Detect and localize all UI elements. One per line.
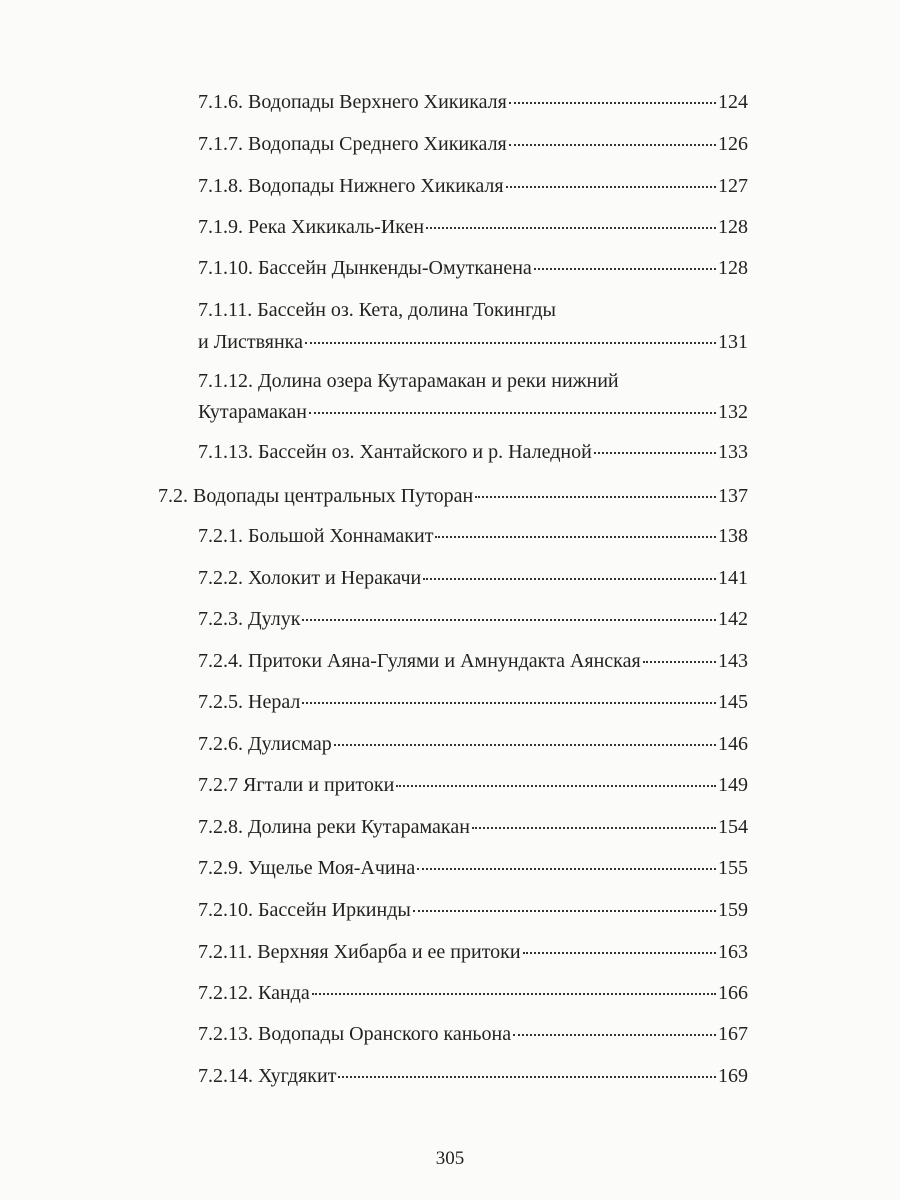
toc-entry-title: 7.2.6. Дулисмар bbox=[198, 733, 332, 755]
toc-entry bbox=[198, 174, 748, 198]
toc-entry-page: 133 bbox=[718, 441, 748, 463]
toc-entry-title: 7.2.2. Холокит и Неракачи bbox=[198, 567, 422, 589]
dot-leader bbox=[302, 619, 716, 621]
toc-entry-page: 141 bbox=[718, 567, 748, 589]
toc-entry-title: и Листвянка bbox=[198, 331, 303, 353]
toc-entry bbox=[198, 732, 748, 756]
toc-entry-title: 7.1.10. Бассейн Дынкенды-Омутканена bbox=[198, 257, 532, 279]
toc-entry-title-line1: 7.1.11. Бассейн оз. Кета, долина Токингды bbox=[198, 299, 556, 321]
toc-entry-title: 7.2.5. Нерал bbox=[198, 691, 301, 713]
toc-entry-page: 159 bbox=[718, 899, 748, 921]
toc-entry bbox=[198, 690, 748, 714]
toc-entry bbox=[198, 330, 748, 354]
dot-leader bbox=[413, 910, 716, 912]
toc-entry bbox=[198, 1022, 748, 1046]
toc-entry-page: 142 bbox=[718, 608, 748, 630]
toc-entry-title: 7.2.3. Дулук bbox=[198, 608, 301, 630]
dot-leader bbox=[396, 785, 716, 787]
toc-entry-page: 167 bbox=[718, 1023, 748, 1045]
toc-entry-title: 7.2.13. Водопады Оранского каньона bbox=[198, 1023, 512, 1045]
toc-entry-title-line1: 7.1.12. Долина озера Кутарамакан и реки нижний bbox=[198, 370, 619, 392]
toc-entry bbox=[198, 649, 748, 673]
toc-entry-title: 7.2.4. Притоки Аяна-Гулями и Амнундакта Аянская bbox=[198, 650, 641, 672]
toc-entry-title: 7.2.7 Ягтали и притоки bbox=[198, 774, 395, 796]
toc-entry-title: 7.1.13. Бассейн оз. Хантайского и р. Наледной bbox=[198, 441, 592, 463]
dot-leader bbox=[334, 744, 716, 746]
toc-entry bbox=[198, 90, 748, 114]
dot-leader bbox=[417, 868, 716, 870]
dot-leader bbox=[472, 827, 716, 829]
toc-entry bbox=[198, 440, 748, 464]
toc-entry-title: 7.2. Водопады центральных Путоран bbox=[158, 485, 474, 507]
dot-leader bbox=[506, 186, 716, 188]
dot-leader bbox=[534, 268, 716, 270]
toc-entry-page: 137 bbox=[718, 485, 748, 507]
toc-entry bbox=[198, 815, 748, 839]
toc-entry-title: 7.2.11. Верхняя Хибарба и ее притоки bbox=[198, 941, 521, 963]
toc-entry-page: 131 bbox=[718, 331, 748, 353]
dot-leader bbox=[423, 578, 716, 580]
toc-entry-title: 7.2.10. Бассейн Иркинды bbox=[198, 899, 411, 921]
toc-entry bbox=[198, 898, 748, 922]
toc-entry-title: 7.1.8. Водопады Нижнего Хикикаля bbox=[198, 175, 504, 197]
toc-entry bbox=[198, 856, 748, 880]
dot-leader bbox=[523, 952, 716, 954]
toc-entry bbox=[198, 215, 748, 239]
dot-leader bbox=[594, 452, 716, 454]
toc-entry-page: 143 bbox=[718, 650, 748, 672]
toc-entry-title: 7.2.12. Канда bbox=[198, 982, 310, 1004]
toc-entry bbox=[198, 1064, 748, 1088]
toc-entry-page: 149 bbox=[718, 774, 748, 796]
toc-entry-page: 138 bbox=[718, 525, 748, 547]
toc-entry bbox=[198, 524, 748, 548]
dot-leader bbox=[302, 702, 716, 704]
dot-leader bbox=[643, 661, 716, 663]
toc-entry bbox=[198, 566, 748, 590]
toc-entry-title: 7.2.1. Большой Хоннамакит bbox=[198, 525, 434, 547]
toc-entry-title: 7.1.6. Водопады Верхнего Хикикаля bbox=[198, 91, 507, 113]
toc-entry-title: 7.2.8. Долина реки Кутарамакан bbox=[198, 816, 470, 838]
toc-entry-title: 7.1.9. Река Хикикаль-Икен bbox=[198, 216, 425, 238]
dot-leader bbox=[435, 536, 716, 538]
toc-entry bbox=[198, 773, 748, 797]
toc-entry bbox=[198, 607, 748, 631]
dot-leader bbox=[509, 144, 716, 146]
dot-leader bbox=[475, 496, 716, 498]
toc-entry-page: 126 bbox=[718, 133, 748, 155]
toc-entry bbox=[198, 256, 748, 280]
toc-entry bbox=[198, 132, 748, 156]
dot-leader bbox=[338, 1076, 716, 1078]
toc-entry-page: 169 bbox=[718, 1065, 748, 1087]
toc-entry-page: 128 bbox=[718, 216, 748, 238]
toc-entry-title: Кутарамакан bbox=[198, 401, 307, 423]
dot-leader bbox=[305, 342, 716, 344]
page-number: 305 bbox=[435, 1148, 465, 1169]
toc-entry-page: 155 bbox=[718, 857, 748, 879]
dot-leader bbox=[426, 227, 716, 229]
toc-entry-title: 7.2.9. Ущелье Моя-Ачина bbox=[198, 857, 416, 879]
toc-entry-page: 145 bbox=[718, 691, 748, 713]
toc-entry-page: 166 bbox=[718, 982, 748, 1004]
toc-entry bbox=[198, 940, 748, 964]
toc-entry-title: 7.2.14. Хугдякит bbox=[198, 1065, 337, 1087]
dot-leader bbox=[509, 102, 716, 104]
toc-entry-page: 128 bbox=[718, 257, 748, 279]
dot-leader bbox=[309, 412, 716, 414]
toc-entry-page: 163 bbox=[718, 941, 748, 963]
toc-entry bbox=[198, 400, 748, 424]
toc-entry-page: 146 bbox=[718, 733, 748, 755]
toc-entry-page: 127 bbox=[718, 175, 748, 197]
toc-entry-page: 154 bbox=[718, 816, 748, 838]
dot-leader bbox=[312, 993, 716, 995]
toc-entry-page: 124 bbox=[718, 91, 748, 113]
toc-entry bbox=[198, 981, 748, 1005]
dot-leader bbox=[513, 1034, 716, 1036]
toc-entry-title: 7.1.7. Водопады Среднего Хикикаля bbox=[198, 133, 507, 155]
toc-entry-page: 132 bbox=[718, 401, 748, 423]
toc-section-entry bbox=[158, 484, 748, 508]
